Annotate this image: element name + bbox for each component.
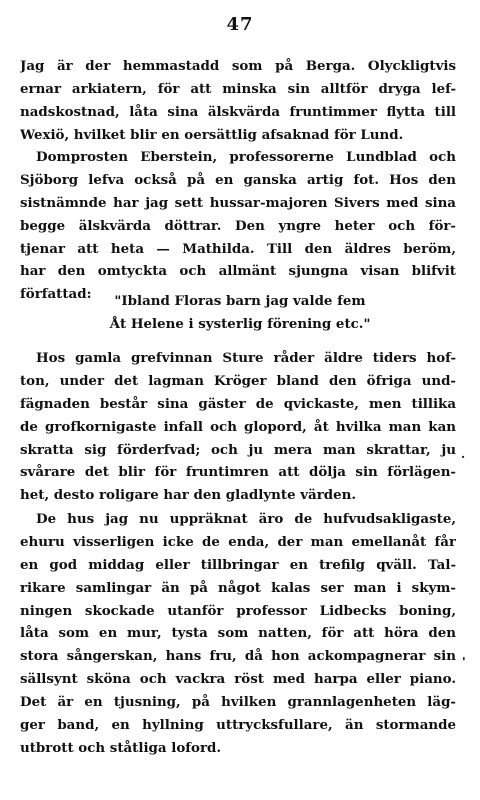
paragraph-1	[20, 55, 456, 147]
text-line: en god middag eller tillbringar en trefilg qväll. Tal-	[20, 556, 456, 573]
text-line: sistnämnde har jag sett hussar-majoren Sivers med sina	[20, 194, 456, 211]
text-line: låta som en mur, tysta som natten, för att höra den	[20, 625, 456, 642]
text-line: författad:	[20, 286, 92, 303]
text-line: ehuru visserligen icke de enda, der man emellanåt får	[20, 533, 456, 550]
text-line: utbrott och ståtliga loford.	[20, 739, 222, 756]
paragraph-4	[20, 508, 456, 760]
text-line: ningen skockade utanför professor Lidbecks boning,	[20, 602, 456, 619]
text-line: Jag är der hemmastadd som på Berga. Olyckligtvis	[20, 58, 456, 74]
text-line: rikare samlingar än på något kalas ser man i skym-	[20, 579, 456, 596]
text-line: ton, under det lagman Kröger bland den öfriga und-	[20, 372, 456, 389]
paragraph-3	[20, 347, 456, 507]
text-line: begge älskvärda döttrar. Den yngre heter och för-	[20, 217, 456, 234]
text-line: svårare det blir för fruntimren att dölja sin förlägen-	[20, 464, 456, 481]
text-line: Domprosten Eberstein, professorerne Lundblad och	[36, 149, 456, 165]
text-line: fägnaden består sina gäster de qvickaste, men tillika	[20, 395, 456, 412]
text-line: het, desto roligare har den gladlynte värden.	[20, 487, 357, 504]
text-line: ernar arkiatern, för att minska sin alltför dryga lef-	[20, 80, 456, 97]
text-line: skratta sig förderfvad; och ju mera man skrattar, ju	[20, 441, 456, 458]
text-line: Wexiö, hvilket blir en oersättlig afsaknad för Lund.	[20, 126, 404, 143]
text-line: de grofkornigaste infall och glopord, åt hvilka man kan	[20, 418, 456, 435]
text-line: tjenar att heta — Mathilda. Till den äldres beröm,	[20, 240, 456, 257]
text-line: ger band, en hyllning uttrycksfullare, än stormande	[20, 717, 456, 734]
text-line: har den omtyckta och allmänt sjungna visan blifvit	[20, 263, 456, 280]
text-line: stora sångerskan, hans fru, då hon ackompagnerar sin	[20, 648, 456, 665]
text-line: Det är en tjusning, på hvilken grannlagenheten läg-	[20, 694, 456, 711]
text-line: Hos gamla grefvinnan Sture råder äldre tiders hof-	[36, 350, 456, 366]
margin-mark: ·	[461, 450, 466, 464]
text-line: Sjöborg lefva också på en ganska artig fot. Hos den	[20, 171, 456, 188]
text-line: nadskostnad, låta sina älskvärda fruntimmer flytta till	[20, 103, 456, 120]
page-number: 47	[226, 14, 254, 35]
margin-mark: '	[462, 655, 466, 669]
verse-line: "Ibland Floras barn jag valde fem	[114, 293, 366, 309]
verse-line: Åt Helene i systerlig förening etc."	[109, 315, 371, 332]
text-line: sällsynt sköna och vackra röst med harpa eller piano.	[20, 671, 456, 688]
paragraph-2	[20, 146, 456, 306]
quoted-verse	[0, 290, 480, 336]
text-line: De hus jag nu uppräknat äro de hufvudsakligaste,	[36, 511, 456, 527]
